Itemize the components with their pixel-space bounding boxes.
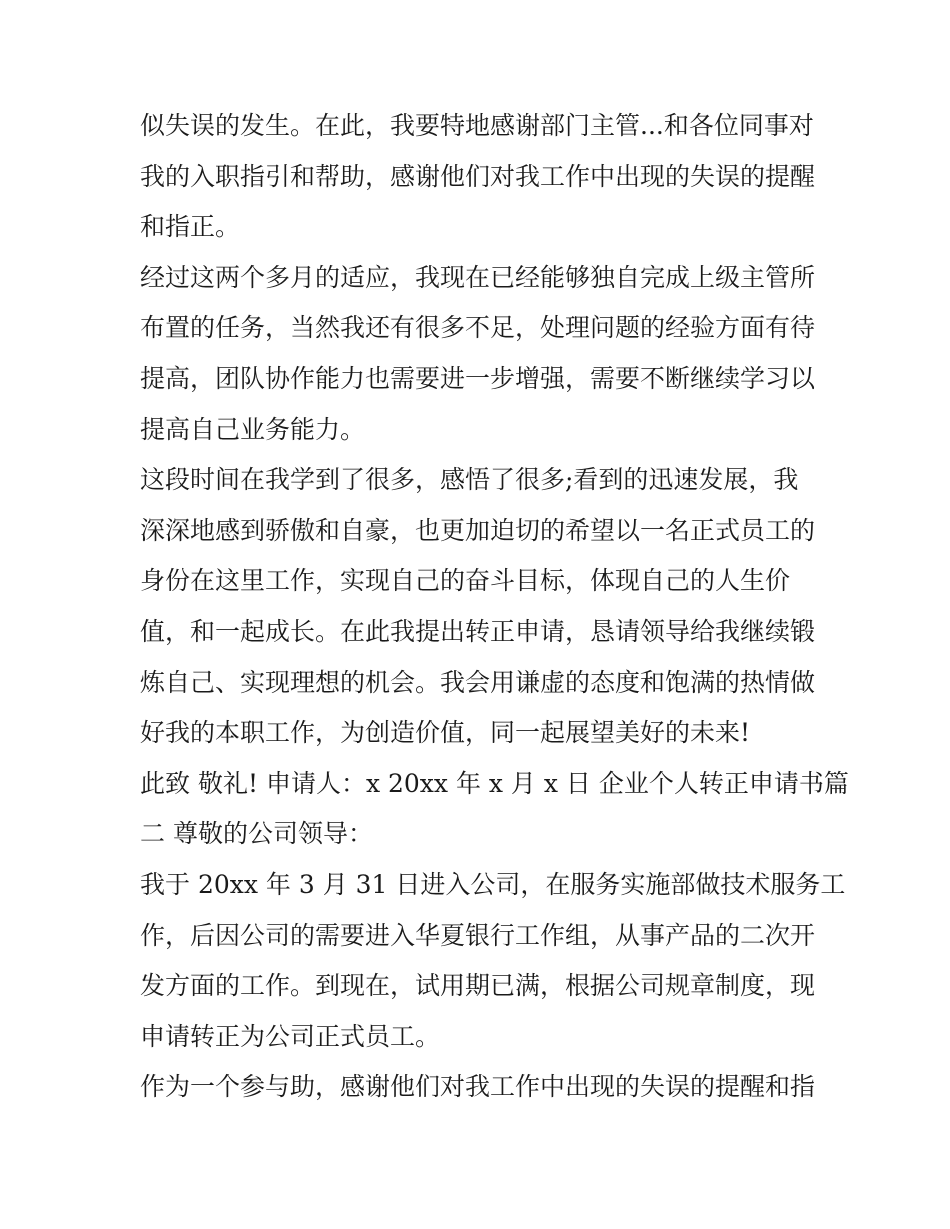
paragraph-3	[140, 455, 820, 759]
document-body	[140, 101, 849, 1113]
paragraph-2	[140, 253, 820, 455]
text-line: 深深地感到骄傲和自豪，也更加迫切的希望以一名正式员工的	[140, 515, 816, 545]
text-line: 身份在这里工作，实现自己的奋斗目标，体现自己的人生价	[140, 566, 791, 596]
text-line: 和指正。	[140, 212, 241, 242]
text-line: 这段时间在我学到了很多，感悟了很多;看到的迅速发展，我	[140, 465, 799, 495]
text-line: 我于 20xx 年 3 月 31 日进入公司，在服务实施部做技术服务工	[140, 869, 846, 899]
text-line: 此致 敬礼! 申请人：x 20xx 年 x 月 x 日 企业个人转正申请书篇	[140, 768, 849, 798]
text-line: 似失误的发生。在此，我要特地感谢部门主管...和各位同事对	[140, 111, 814, 140]
text-line: 经过这两个多月的适应，我现在已经能够独自完成上级主管所	[140, 262, 816, 292]
text-line: 我的入职指引和帮助，感谢他们对我工作中出现的失误的提醒	[140, 161, 816, 191]
paragraph-5	[140, 860, 846, 1062]
paragraph-6	[140, 1062, 820, 1113]
text-line: 炼自己、实现理想的机会。我会用谦虚的态度和饱满的热情做	[140, 667, 816, 697]
text-line: 二 尊敬的公司领导：	[140, 819, 373, 849]
text-line: 申请转正为公司正式员工。	[140, 1021, 441, 1051]
text-line: 布置的任务，当然我还有很多不足，处理问题的经验方面有待	[140, 313, 816, 343]
text-line: 提高，团队协作能力也需要进一步增强，需要不断继续学习以	[140, 363, 816, 393]
text-line: 作为一个参与助，感谢他们对我工作中出现的失误的提醒和指	[140, 1072, 816, 1102]
paragraph-1	[140, 101, 820, 253]
text-line: 值，和一起成长。在此我提出转正申请，恳请领导给我继续锻	[140, 616, 816, 646]
text-line: 提高自己业务能力。	[140, 414, 366, 444]
text-line: 好我的本职工作，为创造价值，同一起展望美好的未来!	[140, 718, 751, 748]
text-line: 作，后因公司的需要进入华夏银行工作组，从事产品的二次开	[140, 920, 816, 950]
paragraph-4	[140, 759, 849, 860]
text-line: 发方面的工作。到现在，试用期已满，根据公司规章制度，现	[140, 971, 816, 1001]
